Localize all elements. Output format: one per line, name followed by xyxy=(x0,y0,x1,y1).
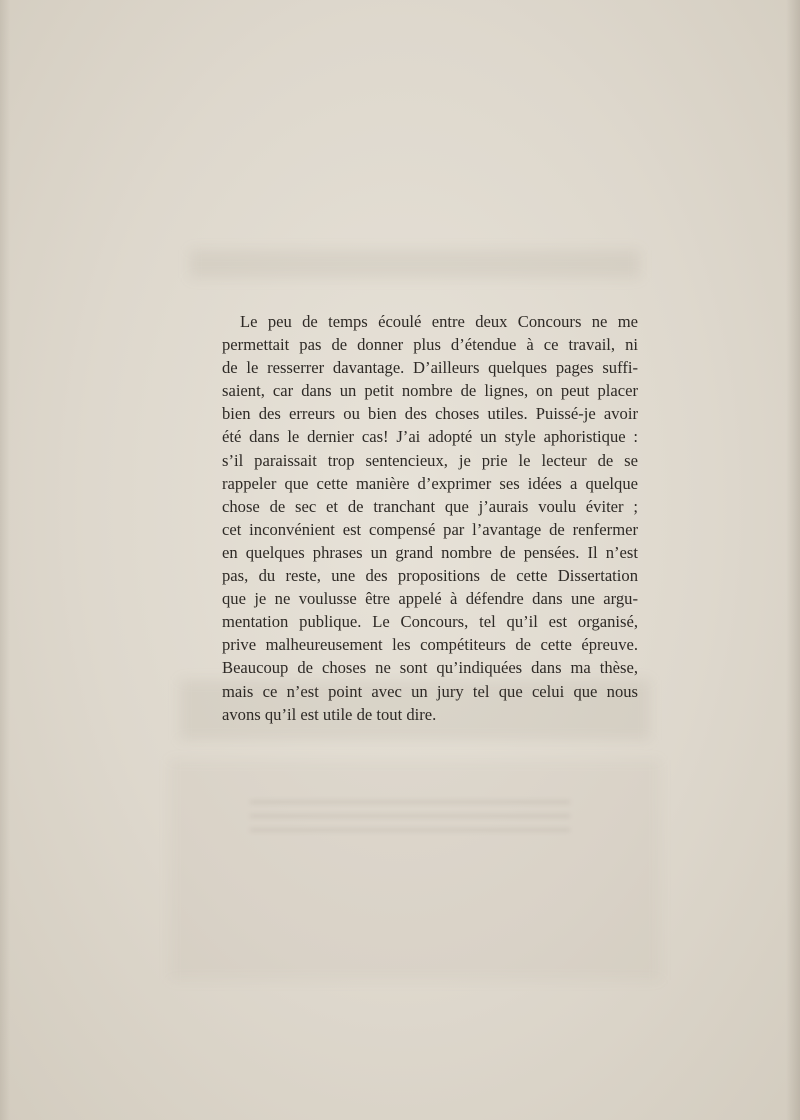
text-line: bien des erreurs ou bien des choses utiles. Puissé-je avoir xyxy=(222,404,638,424)
body-paragraph xyxy=(222,310,638,726)
text-line: permettait pas de donner plus d’étendue à ce travail, ni xyxy=(222,335,638,355)
text-line: rappeler que cette manière d’exprimer ses idées a quelque xyxy=(222,473,638,493)
text-line: prive malheureusement les compétiteurs de cette épreuve. xyxy=(222,635,638,655)
text-line: Beaucoup de choses ne sont qu’indiquées dans ma thèse, xyxy=(222,658,638,678)
text-line: mentation publique. Le Concours, tel qu’il est organisé, xyxy=(222,612,638,632)
text-line: pas, du reste, une des propositions de cette Dissertation xyxy=(222,566,638,586)
text-line: mais ce n’est point avec un jury tel que celui que nous xyxy=(222,681,638,701)
text-line: chose de sec et de tranchant que j’aurais voulu éviter ; xyxy=(222,496,638,516)
text-line: s’il paraissait trop sentencieux, je prie le lecteur de se xyxy=(222,450,638,470)
show-through-smudge-lower xyxy=(170,760,660,980)
text-line: en quelques phrases un grand nombre de pensées. Il n’est xyxy=(222,542,638,562)
text-line: avons qu’il est utile de tout dire. xyxy=(222,704,437,724)
text-line: que je ne voulusse être appelé à défendre dans une argu- xyxy=(222,589,638,609)
text-line: de le resserrer davantage. D’ailleurs quelques pages suffi- xyxy=(222,358,638,378)
text-line: été dans le dernier cas! J’ai adopté un style aphoristique : xyxy=(222,427,638,447)
text-line: cet inconvénient est compensé par l’avantage de renfermer xyxy=(222,519,638,539)
text-line: Le peu de temps écoulé entre deux Concours ne me xyxy=(240,312,638,331)
page-edge-shadow-left xyxy=(0,0,10,1120)
show-through-text-lines xyxy=(250,800,570,840)
text-line: saient, car dans un petit nombre de lignes, on peut placer xyxy=(222,381,638,401)
page-edge-shadow-right xyxy=(786,0,800,1120)
show-through-smudge-top xyxy=(190,250,640,278)
